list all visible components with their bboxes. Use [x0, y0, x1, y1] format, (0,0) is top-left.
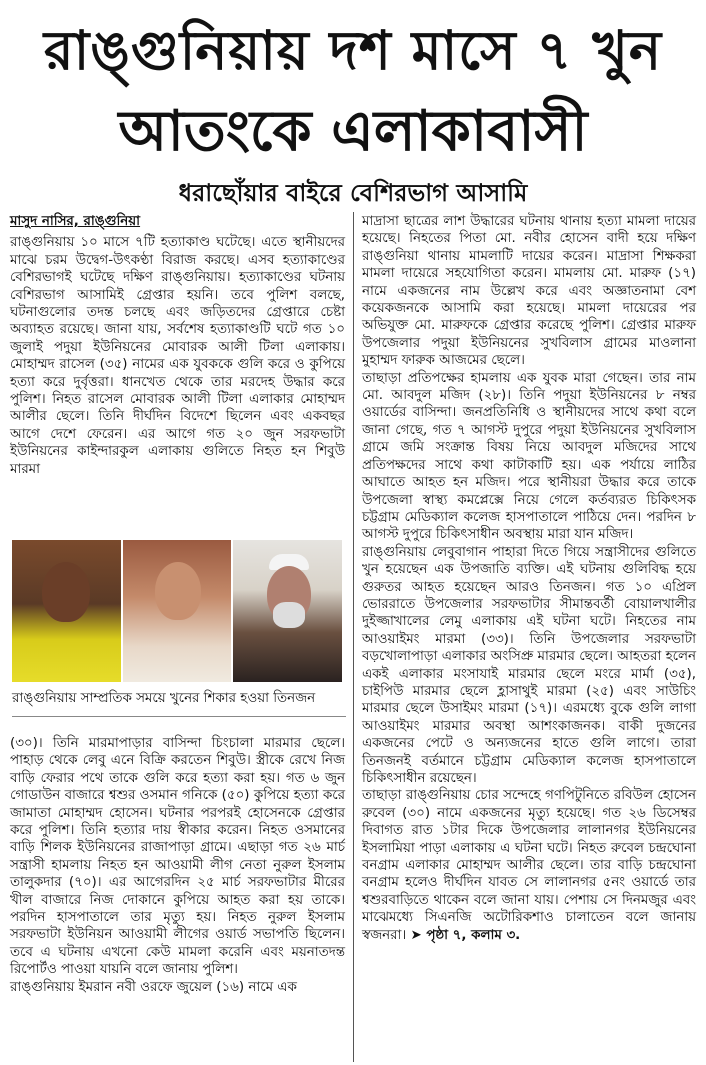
- article-paragraph: রাঙ্গুনিয়ায় লেবুবাগান পাহারা দিতে গিয়ে সন্ত্রাসীদের গুলিতে খুন হয়েছেন এক উপজাতি ব্যক্তি। এই ঘটনায় গুলিবিদ্ধ হয়ে গুরুতর আহত হয়েছেন আরও তিনজন। গত ১০ এপ্রিল ভোররাতে উপজেলার সরফভাটার সীমান্তবর্তী বোয়ালখালীর দুইজ্জাখালের লেমু এলাকায় এই ঘটনা ঘটে। নিহতের নাম আওয়াইমং মারমা (৩৩)। তিনি উপজেলার সরফভাটা বড়খোলাপাড়া এলাকার অংসিপ্রু মারমার ছেলে। আহতরা হলেন একই এলাকার মংসাযাই মারমার ছেলে মংরে মার্মা (৩৫), চাইপিউ মারমার ছেলে হ্লাসাথুই মারমা (২৫) এবং সাউচিং মারমার ছেলে উসাইমং মারমা (১৭)। এরমধ্যে বুকে গুলি লাগা আওয়াইমং মারমার অবস্থা আশংকাজনক। বাকী দুজনের একজনের পেটে ও অন্যজনের হাতে গুলি লাগে। তারা তিনজনই বর্তমানে চট্টগ্রাম মেডিক্যাল কলেজ হাসপাতালে চিকিৎসাধীন রয়েছেন।: [362, 544, 696, 786]
- headline-line-2: আতংকে এলাকাবাসী: [118, 99, 588, 164]
- photo-caption: রাঙ্গুনিয়ায় সাম্প্রতিক সময়ে খুনের শিকার হওয়া তিনজন: [12, 691, 316, 706]
- right-column: [362, 213, 696, 944]
- victim-photo-2: [123, 540, 232, 682]
- continuation-jump-link[interactable]: ➤ পৃষ্ঠা ৭, কলাম ৩.: [410, 927, 521, 943]
- last-paragraph-text: তাছাড়া রাঙ্গুনিয়ায় চোর সন্দেহে গণপিটুনিতে রবিউল হোসেন রুবেল (৩০) নামে একজনের মৃত্যু হয়েছে। গত ২৬ ডিসেম্বর দিবাগত রাত ১টার দিকে উপজেলার লালানগর ইউনিয়নের ইসলামিয়া পাড়া এলাকায় এ ঘটনা ঘটে। নিহত রুবেল চন্দ্রঘোনা বনগ্রাম এলাকার মোহাম্মদ আলীর ছেলে। তার বাড়ি চন্দ্রঘোনা বনগ্রাম হলেও দীর্ঘদিন যাবত সে লালানগর ৫নং ওয়ার্ডে তার শ্বশুরবাড়িতে থাকেন বলে জানা যায়। পেশায় সে দিনমজুর এবং মাঝেমধ্যে সিএনজি অটোরিকশাও চালাতেন বলে জানায় স্বজনরা।: [362, 788, 696, 943]
- left-column-top: [10, 213, 345, 478]
- article-paragraph: রাঙ্গুনিয়ায় ইমরান নবী ওরফে জুয়েল (১৬) নামে এক: [10, 979, 297, 995]
- column-divider: [353, 212, 354, 1062]
- subheadline: ধরাছোঁয়ার বাইরে বেশিরভাগ আসামি: [178, 179, 528, 207]
- victim-photo-3: [233, 540, 342, 682]
- article-paragraph: (৩০)। তিনি মারমাপাড়ার বাসিন্দা চিংচালা মারমার ছেলে। পাহাড় থেকে লেবু এনে বিক্রি করতেন শিবুউ। স্ত্রীকে রেখে নিজ বাড়ি ফেরার পথে তাকে গুলি করে হত্যা করা হয়। গত ৬ জুন গোডাউন বাজারে শ্বশুর ওসমান গনিকে (৫০) কুপিয়ে হত্যা করে জামাতা মোহাম্মদ হোসেন। ঘটনার পরপরই হোসেনকে গ্রেপ্তার করে পুলিশ। তিনি হত্যার দায় স্বীকার করেন। নিহত ওসমানের বাড়ি শিলক ইউনিয়নের রাজাপাড়া গ্রামে। এছাড়া গত ২৬ মার্চ সন্ত্রাসী হামলায় নিহত হন আওয়ামী লীগ নেতা নুরুল ইসলাম তালুকদার (৭০)। এর আগেরদিন ২৫ মার্চ সরফভাটার মীরের খীল বাজারে নিজ দোকানে কুপিয়ে আহত করা হয় তাকে। পরদিন হাসপাতালে তার মৃত্যু হয়। নিহত নুরুল ইসলাম সরফভাটা ইউনিয়ন আওয়ামী লীগের ওয়ার্ড সভাপতি ছিলেন। তবে এ ঘটনায় এখনো কেউ মামলা করেনি এবং ময়নাতদন্ত রিপোর্টও পাওয়া যায়নি বলে জানায় পুলিশ।: [10, 736, 345, 978]
- byline: মাসুদ নাসির, রাঙ্গুনিয়া: [10, 214, 141, 229]
- article-paragraph: তাছাড়া প্রতিপক্ষের হামলায় এক যুবক মারা গেছেন। তার নাম মো. আবদুল মজিদ (২৮)। তিনি পদুয়া ইউনিয়নের ৮ নম্বর ওয়ার্ডের বাসিন্দা। জনপ্রতিনিধি ও স্থানীয়দের সাথে কথা বলে জানা গেছে, গত ৭ আগস্ট দুপুরে পদুয়া ইউনিয়নের সুখবিলাস গ্রামে জমি সংক্রান্ত বিষয় নিয়ে আবদুল মজিদের সাথে প্রতিপক্ষদের সাথে কথা কাটাকাটি হয়। এক পর্যায়ে লাঠির আঘাতে আহত হন মজিদ। পরে স্থানীয়রা উদ্ধার করে তাকে উপজেলা স্বাস্থ্য কমপ্লেক্সে নিয়ে গেলে কর্তব্যরত চিকিৎসক চট্টগ্রাম মেডিক্যাল কলেজ হাসপাতালে পাঠিয়ে দেন। পরদিন ৮ আগস্ট দুপুরে চিকিৎসাধীন অবস্থায় মারা যান মজিদ।: [362, 370, 696, 543]
- article-paragraph: রাঙ্গুনিয়ায় ১০ মাসে ৭টি হত্যাকাণ্ড ঘটেছে। এতে স্থানীয়দের মাঝে চরম উদ্বেগ-উৎকণ্ঠা বিরাজ করছে। এসব হত্যাকাণ্ডের বেশিরভাগই ঘটেছে দক্ষিণ রাঙ্গুনিয়ায়। হত্যাকাণ্ডের ঘটনায় বেশিরভাগ আসামিই গ্রেপ্তার হয়নি। তবে পুলিশ বলছে, ঘটনাগুলোর তদন্ত চলছে এবং জড়িতদের গ্রেপ্তারে চেষ্টা অব্যাহত রয়েছে। জানা যায়, সর্বশেষ হত্যাকাণ্ডটি ঘটে গত ১০ জুলাই পদুয়া ইউনিয়নের মোবারক আলী টিলা এলাকায়। মোহাম্মদ রাসেল (৩৫) নামের এক যুবককে গুলি করে ও কুপিয়ে হত্যা করে দুর্বৃত্তরা। ধানখেত থেকে তার মরদেহ উদ্ধার করে পুলিশ। নিহত রাসেল মোবারক আলী টিলা এলাকার মোহাম্মদ আলীর ছেলে। তিনি দীর্ঘদিন বিদেশে ছিলেন এবং একবছর আগে দেশে ফেরেন। এর আগে গত ২০ জুন সরফভাটা ইউনিয়নের কাইন্দারকুল এলাকায় গুলিতে নিহত হন শিবুউ মারমা: [10, 235, 345, 477]
- photo-strip: [12, 540, 342, 682]
- left-column-bottom: [10, 735, 345, 996]
- headline-line-1: রাঙ্গুনিয়ায় দশ মাসে ৭ খুন: [43, 19, 663, 82]
- article-paragraph: মাদ্রাসা ছাত্রের লাশ উদ্ধারের ঘটনায় থানায় হত্যা মামলা দায়ের হয়েছে। নিহতের পিতা মো. নবীর হোসেন বাদী হয়ে দক্ষিণ রাঙ্গুনিয়া থানায় মামলাটি দায়ের করেন। মাদ্রাসা শিক্ষকরা মামলা দায়েরে সহযোগিতা করেন। মামলায় মো. মারুফ (১৭) নামে একজনের নাম উল্লেখ করে এবং অজ্ঞাতনামা বেশ কয়েকজনকে আসামি করা হয়েছে। মামলা দায়েরের পর অভিযুক্ত মো. মারুফকে গ্রেপ্তার করেছে পুলিশ। গ্রেপ্তার মারুফ উপজেলার পদুয়া ইউনিয়নের সুখবিলাস গ্রামের মাওলানা মুহাম্মদ ফারুক আজমের ছেলে।: [362, 214, 696, 369]
- victim-photo-1: [12, 540, 121, 682]
- article-paragraph: [362, 787, 696, 944]
- caption-rule: [12, 716, 346, 717]
